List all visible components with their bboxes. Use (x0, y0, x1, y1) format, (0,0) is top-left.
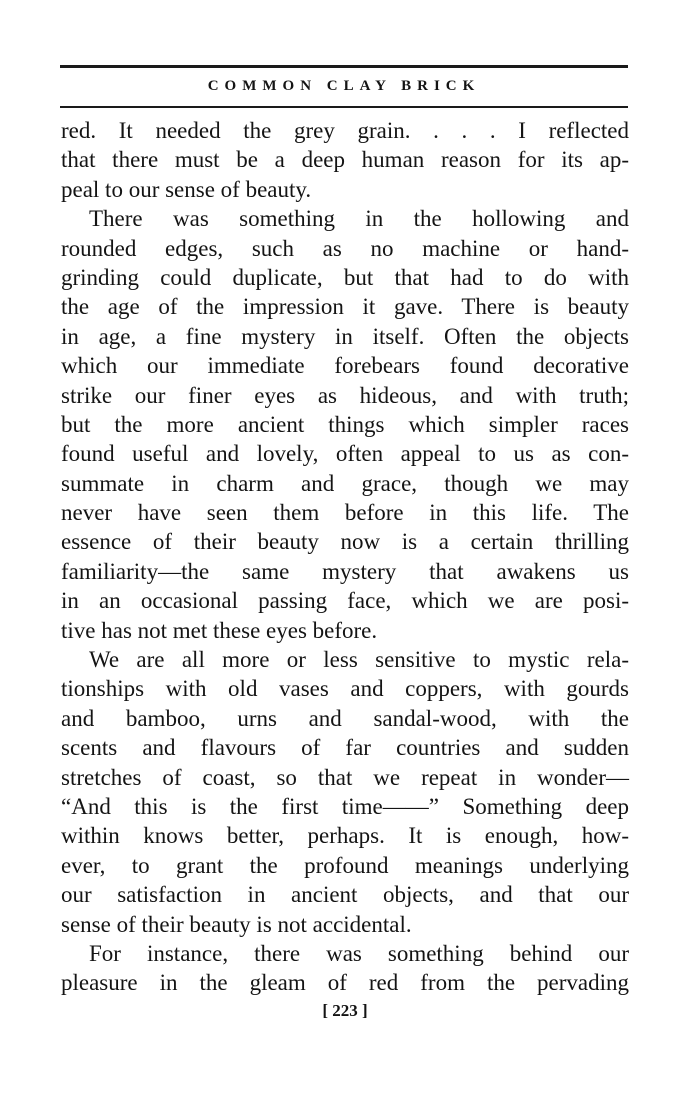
text-line: ever, to grant the profound meanings underlying (61, 852, 629, 878)
text-line: essence of their beauty now is a certain thrilling (61, 529, 629, 555)
body-text (61, 116, 629, 998)
text-line: stretches of coast, so that we repeat in wonder— (61, 764, 629, 790)
text-line: rounded edges, such as no machine or hand- (61, 235, 629, 261)
text-line: scents and flavours of far countries and sudden (61, 735, 629, 761)
text-line: “And this is the first time——” Something deep (61, 793, 629, 819)
text-line: We are all more or less sensitive to mystic rela- (89, 647, 629, 673)
text-line: tionships with old vases and coppers, with gourds (61, 676, 629, 702)
text-line: peal to our sense of beauty. (61, 176, 312, 202)
text-line: but the more ancient things which simpler races (61, 411, 629, 437)
text-line: that there must be a deep human reason for its ap- (61, 147, 629, 173)
text-line: familiarity—the same mystery that awakens us (61, 558, 629, 584)
text-line: in an occasional passing face, which we are posi- (61, 588, 629, 614)
text-line: tive has not met these eyes before. (61, 617, 378, 643)
text-line: grinding could duplicate, but that had to do with (61, 264, 629, 290)
text-line: red. It needed the grey grain. . . . I reflected (61, 118, 629, 143)
text-line: strike our finer eyes as hideous, and with truth; (61, 382, 629, 408)
running-head: COMMON CLAY BRICK (207, 78, 481, 94)
text-line: pleasure in the gleam of red from the pervading (61, 970, 629, 996)
text-line: found useful and lovely, often appeal to us as con- (61, 441, 629, 467)
text-line: For instance, there was something behind our (89, 940, 629, 966)
page-number: [ 223 ] (322, 1001, 368, 1020)
text-line: within knows better, perhaps. It is enough, how- (61, 823, 629, 849)
text-line: There was something in the hollowing and (89, 206, 629, 232)
text-line: and bamboo, urns and sandal-wood, with the (61, 705, 629, 731)
header-rule-top (60, 65, 628, 68)
text-line: in age, a fine mystery in itself. Often the objects (61, 323, 629, 349)
text-line: the age of the impression it gave. There is beauty (61, 294, 629, 320)
text-line: summate in charm and grace, though we may (61, 470, 629, 496)
header-rule-bottom (60, 106, 628, 108)
text-line: which our immediate forebears found decorative (61, 353, 629, 379)
text-line: sense of their beauty is not accidental. (61, 911, 412, 937)
text-line: never have seen them before in this life. The (61, 500, 629, 526)
text-line: our satisfaction in ancient objects, and that our (61, 882, 629, 908)
